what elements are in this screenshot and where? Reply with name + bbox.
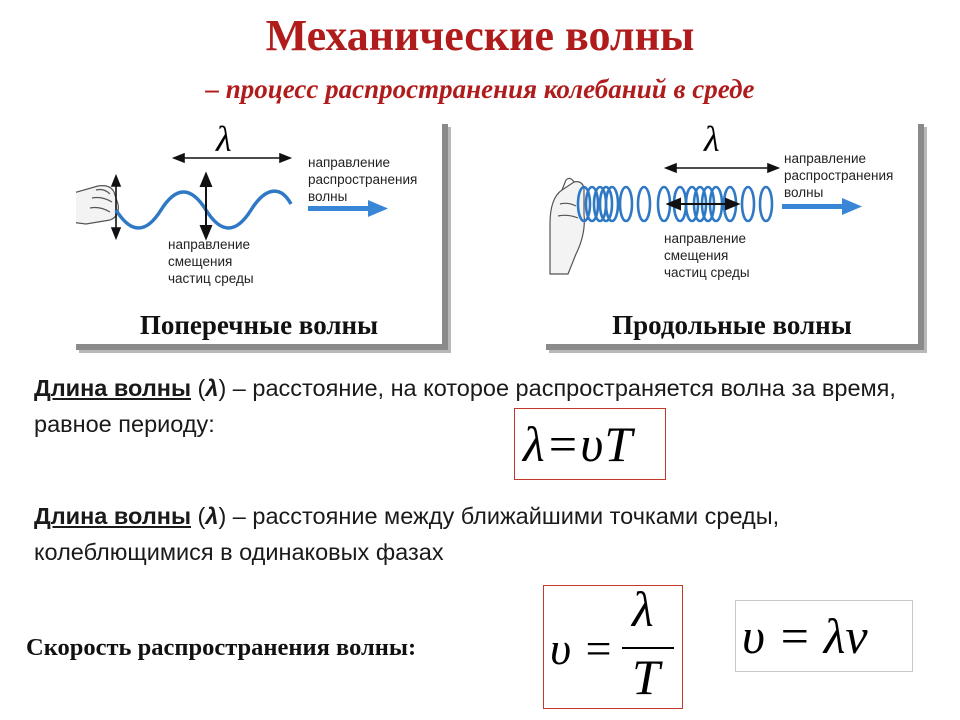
wavelength-definition-1: Длина волны (λ) – расстояние, на которое распространяется волна за время, равное периоду: bbox=[34, 375, 896, 437]
wavelength-arrow bbox=[666, 164, 778, 172]
formula-numerator: λ bbox=[632, 581, 654, 637]
formula-speed-fraction-box bbox=[543, 581, 683, 709]
lambda-symbol: λ bbox=[205, 503, 219, 529]
lambda-symbol: λ bbox=[704, 119, 720, 159]
formula-speed-frequency-box bbox=[735, 600, 913, 672]
wavelength-arrow bbox=[174, 154, 290, 162]
term-wavelength: Длина волны bbox=[34, 375, 192, 401]
transverse-wave-panel bbox=[76, 119, 448, 350]
propagation-label: направление распространения волны bbox=[308, 155, 418, 204]
longitudinal-wave-caption: Продольные волны bbox=[612, 310, 852, 340]
propagation-label: направление распространения волны bbox=[784, 151, 894, 200]
formula-wavelength: λ=υT bbox=[523, 416, 634, 472]
lambda-symbol: λ bbox=[205, 375, 219, 401]
formula-speed-frequency: υ = λν bbox=[742, 608, 868, 664]
displacement-label: направление смещения частиц среды bbox=[664, 231, 750, 280]
hand-icon bbox=[76, 186, 118, 224]
formula-lhs: υ = bbox=[550, 623, 614, 674]
formula-wavelength-box bbox=[514, 408, 666, 480]
speed-label: Скорость распространения волны: bbox=[26, 634, 417, 661]
formula-denominator: T bbox=[632, 649, 660, 705]
page-subtitle: – процесс распространения колебаний в среде bbox=[205, 74, 755, 104]
transverse-wave-line bbox=[116, 191, 291, 228]
term-wavelength: Длина волны bbox=[34, 503, 192, 529]
lambda-symbol: λ bbox=[216, 119, 232, 159]
wavelength-definition-2: Длина волны (λ) – расстояние между ближайшими точками среды, колеблющимися в одинаковых фазах bbox=[34, 503, 780, 565]
displacement-label: направление смещения частиц среды bbox=[168, 237, 254, 286]
transverse-wave-caption: Поперечные волны bbox=[139, 310, 379, 340]
page-title: Механические волны bbox=[265, 11, 695, 60]
longitudinal-wave-panel bbox=[546, 119, 924, 350]
